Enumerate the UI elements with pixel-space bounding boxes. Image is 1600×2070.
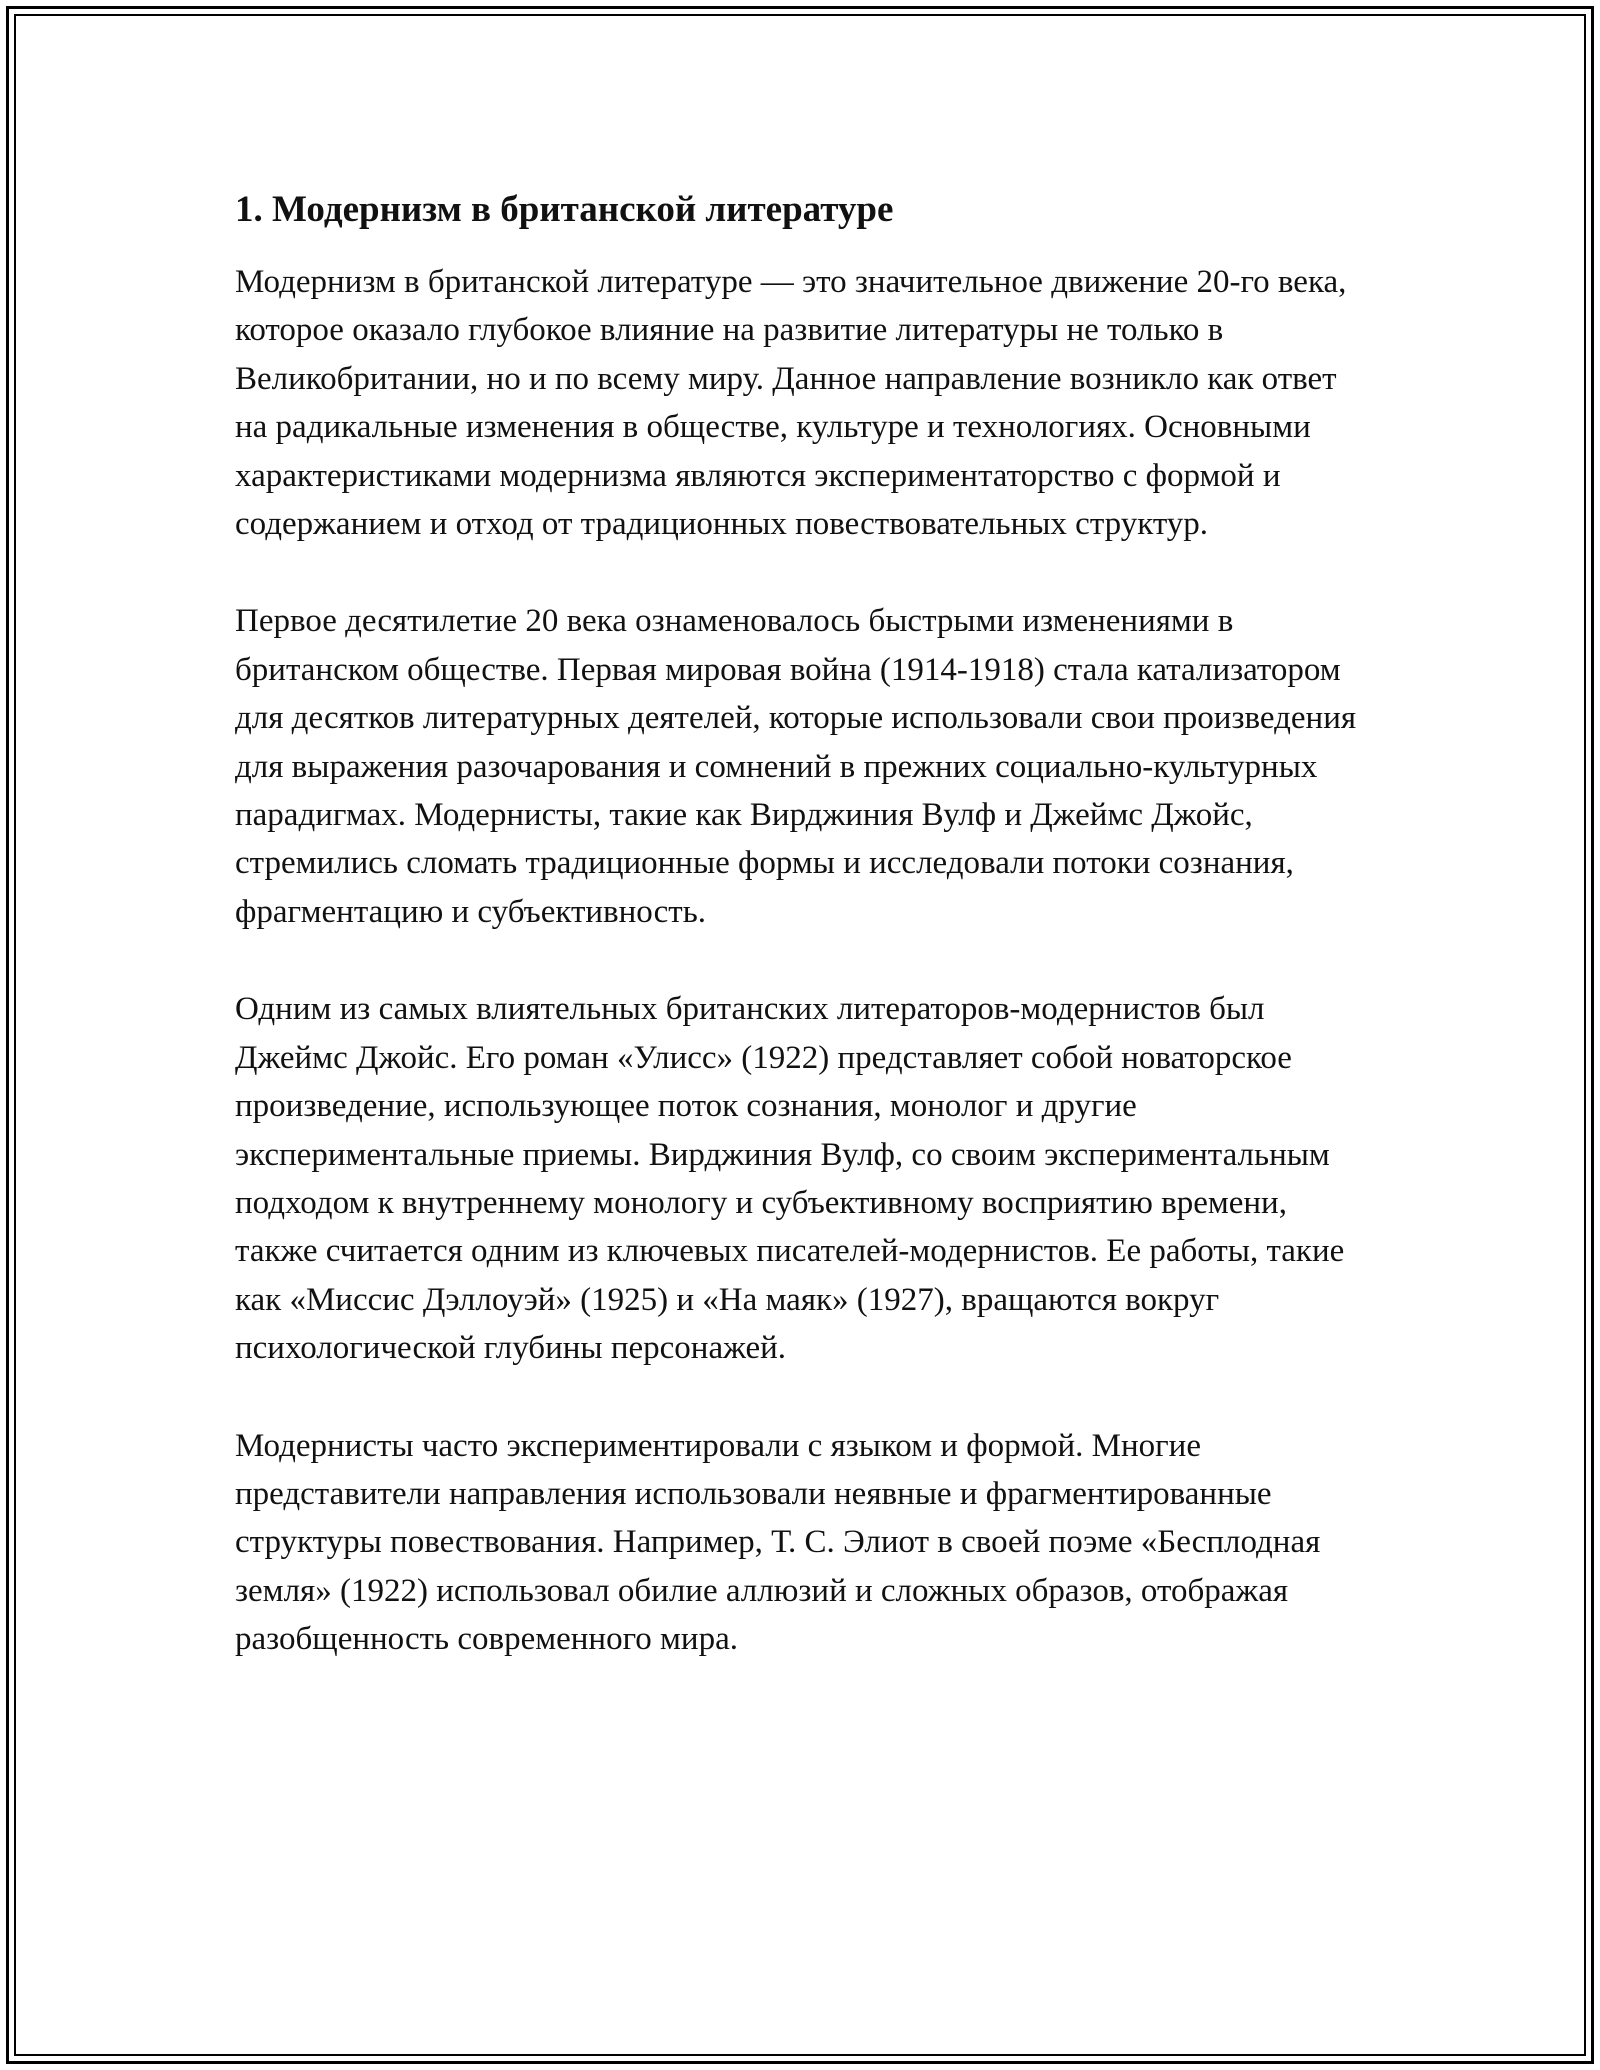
paragraph-4: Модернисты часто экспериментировали с языком и формой. Многие представители направления использовали неявные и фрагментированные структуры повествования. Например, Т. С. Элиот в своей поэме «Бесплодная земля» (1922) использовал обилие аллюзий и сложных образов, отображая разобщенность современного мира. bbox=[235, 1427, 1321, 1658]
section-heading: 1. Модернизм в британской литературе bbox=[235, 189, 894, 230]
paragraph-1: Модернизм в британской литературе — это значительное движение 20-го века, которое оказало глубокое влияние на развитие литературы не только в Великобритании, но и по всему миру. Данное направление возникло как ответ на радикальные изменения в обществе, культуре и технологиях. Основными характеристиками модернизма являются экспериментаторство с формой и содержанием и отход от традиционных повествовательных структур. bbox=[235, 264, 1347, 543]
paragraph-3: Одним из самых влиятельных британских литераторов-модернистов был Джеймс Джойс. Его роман «Улисс» (1922) представляет собой новаторское произведение, использующее поток сознания, монолог и другие экспериментальные приемы. Вирджиния Вулф, со своим экспериментальным подходом к внутреннему монологу и субъективному восприятию времени, также считается одним из ключевых писателей-модернистов. Ее работы, такие как «Миссис Дэллоуэй» (1925) и «На маяк» (1927), вращаются вокруг психологической глубины персонажей. bbox=[235, 991, 1345, 1367]
paragraph-2: Первое десятилетие 20 века ознаменовалось быстрыми изменениями в британском обществе. Первая мировая война (1914-1918) стала катализатором для десятков литературных деятелей, которые использовали свои произведения для выражения разочарования и сомнений в прежних социально-культурных парадигмах. Модернисты, такие как Вирджиния Вулф и Джеймс Джойс, стремились сломать традиционные формы и исследовали потоки сознания, фрагментацию и субъективность. bbox=[235, 603, 1357, 930]
document-body bbox=[235, 186, 1370, 1713]
